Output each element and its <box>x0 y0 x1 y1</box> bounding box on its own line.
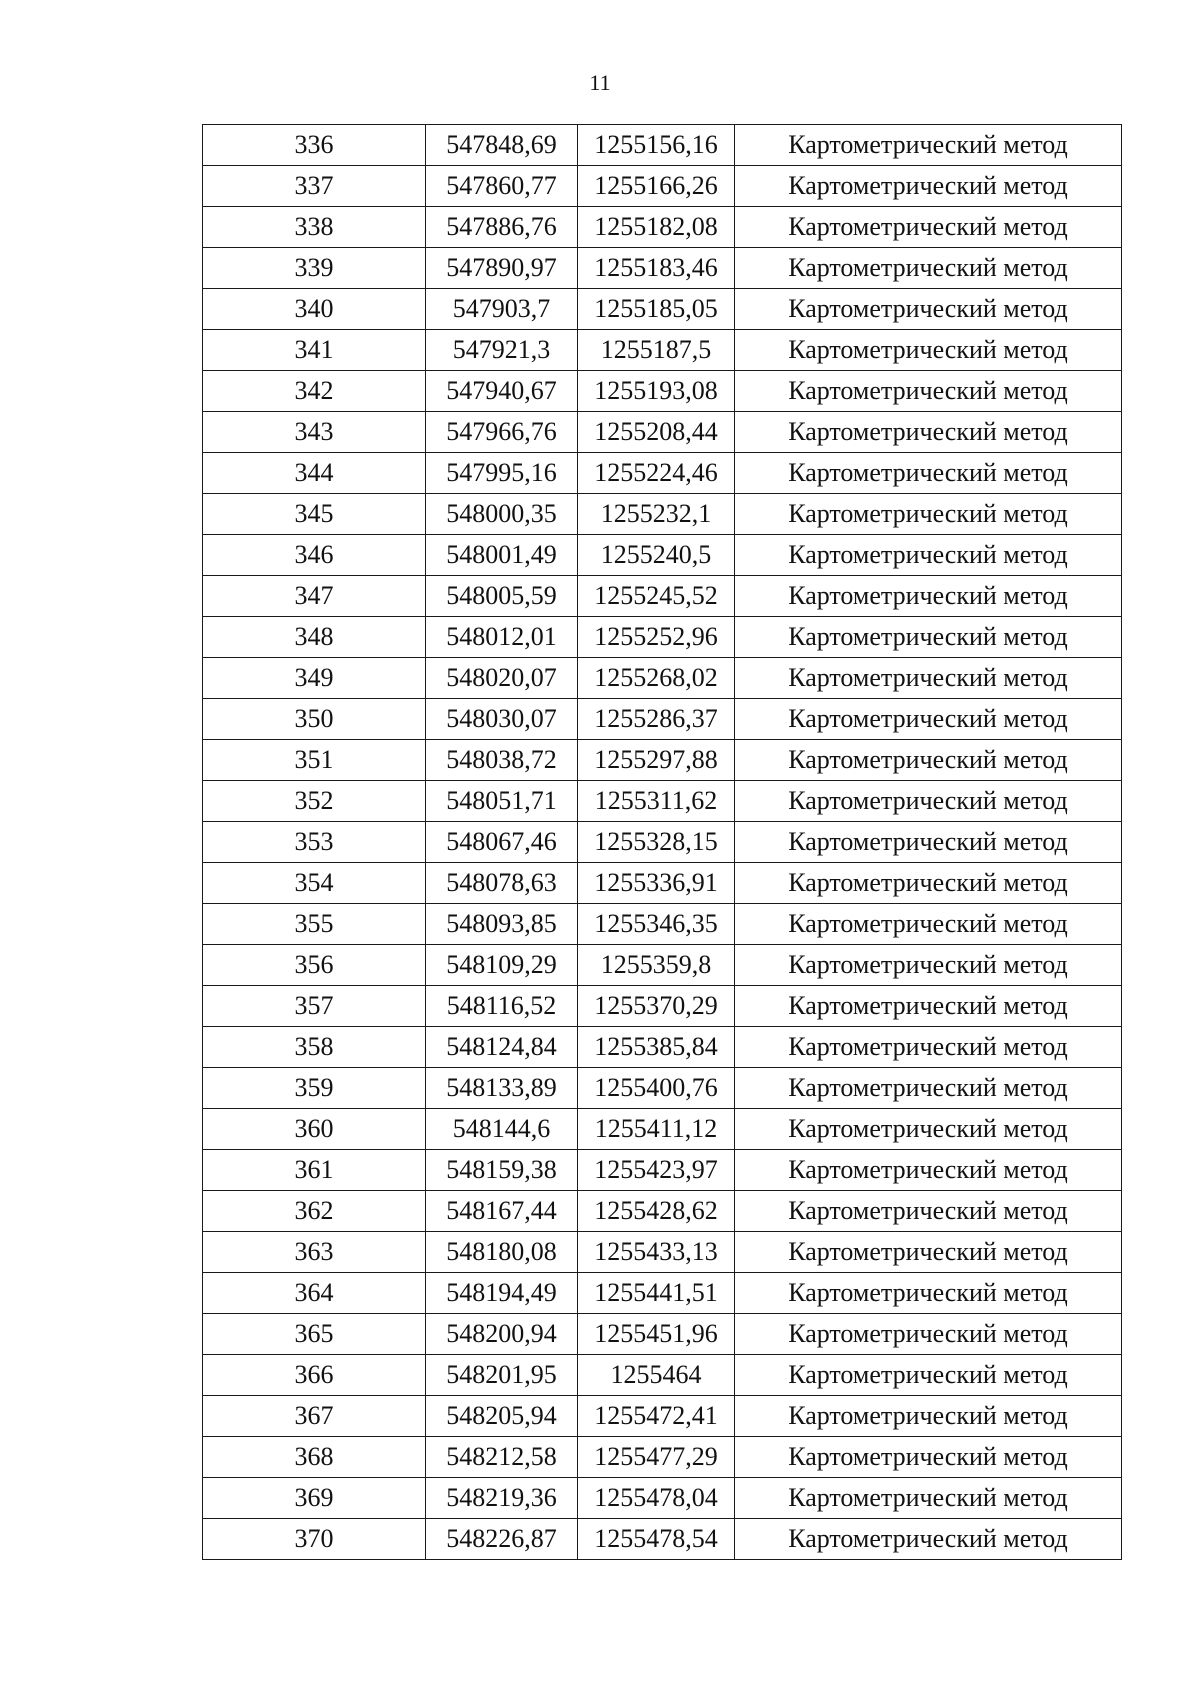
y-coordinate-cell: 1255286,37 <box>578 699 735 740</box>
method-cell: Картометрический метод <box>735 1273 1122 1314</box>
x-coordinate-cell: 547890,97 <box>426 248 578 289</box>
y-coordinate-cell: 1255441,51 <box>578 1273 735 1314</box>
point-number-cell: 354 <box>203 863 426 904</box>
x-coordinate-cell: 547860,77 <box>426 166 578 207</box>
x-coordinate-cell: 548093,85 <box>426 904 578 945</box>
table-row <box>203 494 1122 535</box>
y-coordinate-cell: 1255311,62 <box>578 781 735 822</box>
method-cell: Картометрический метод <box>735 986 1122 1027</box>
method-cell: Картометрический метод <box>735 658 1122 699</box>
point-number-cell: 353 <box>203 822 426 863</box>
y-coordinate-cell: 1255232,1 <box>578 494 735 535</box>
method-cell: Картометрический метод <box>735 617 1122 658</box>
method-cell: Картометрический метод <box>735 1355 1122 1396</box>
point-number-cell: 369 <box>203 1478 426 1519</box>
method-cell: Картометрический метод <box>735 1191 1122 1232</box>
table-row <box>203 1314 1122 1355</box>
method-cell: Картометрический метод <box>735 330 1122 371</box>
point-number-cell: 367 <box>203 1396 426 1437</box>
method-cell: Картометрический метод <box>735 453 1122 494</box>
method-cell: Картометрический метод <box>735 904 1122 945</box>
table-row <box>203 1232 1122 1273</box>
x-coordinate-cell: 548167,44 <box>426 1191 578 1232</box>
y-coordinate-cell: 1255185,05 <box>578 289 735 330</box>
y-coordinate-cell: 1255411,12 <box>578 1109 735 1150</box>
table-row <box>203 535 1122 576</box>
x-coordinate-cell: 548030,07 <box>426 699 578 740</box>
table-row <box>203 617 1122 658</box>
x-coordinate-cell: 548212,58 <box>426 1437 578 1478</box>
point-number-cell: 362 <box>203 1191 426 1232</box>
x-coordinate-cell: 548020,07 <box>426 658 578 699</box>
method-cell: Картометрический метод <box>735 781 1122 822</box>
x-coordinate-cell: 547848,69 <box>426 125 578 166</box>
x-coordinate-cell: 548005,59 <box>426 576 578 617</box>
table-row <box>203 658 1122 699</box>
x-coordinate-cell: 547903,7 <box>426 289 578 330</box>
point-number-cell: 355 <box>203 904 426 945</box>
method-cell: Картометрический метод <box>735 289 1122 330</box>
point-number-cell: 351 <box>203 740 426 781</box>
table-row <box>203 125 1122 166</box>
table-row <box>203 1150 1122 1191</box>
point-number-cell: 352 <box>203 781 426 822</box>
y-coordinate-cell: 1255400,76 <box>578 1068 735 1109</box>
y-coordinate-cell: 1255187,5 <box>578 330 735 371</box>
point-number-cell: 349 <box>203 658 426 699</box>
method-cell: Картометрический метод <box>735 576 1122 617</box>
y-coordinate-cell: 1255156,16 <box>578 125 735 166</box>
x-coordinate-cell: 547921,3 <box>426 330 578 371</box>
table-row <box>203 1068 1122 1109</box>
table-row <box>203 166 1122 207</box>
x-coordinate-cell: 548180,08 <box>426 1232 578 1273</box>
table-row <box>203 822 1122 863</box>
point-number-cell: 368 <box>203 1437 426 1478</box>
x-coordinate-cell: 547940,67 <box>426 371 578 412</box>
method-cell: Картометрический метод <box>735 863 1122 904</box>
x-coordinate-cell: 548116,52 <box>426 986 578 1027</box>
table-row <box>203 207 1122 248</box>
x-coordinate-cell: 548200,94 <box>426 1314 578 1355</box>
y-coordinate-cell: 1255193,08 <box>578 371 735 412</box>
point-number-cell: 357 <box>203 986 426 1027</box>
method-cell: Картометрический метод <box>735 1027 1122 1068</box>
point-number-cell: 366 <box>203 1355 426 1396</box>
x-coordinate-cell: 548226,87 <box>426 1519 578 1560</box>
point-number-cell: 364 <box>203 1273 426 1314</box>
x-coordinate-cell: 548012,01 <box>426 617 578 658</box>
y-coordinate-cell: 1255245,52 <box>578 576 735 617</box>
point-number-cell: 356 <box>203 945 426 986</box>
point-number-cell: 365 <box>203 1314 426 1355</box>
method-cell: Картометрический метод <box>735 1150 1122 1191</box>
x-coordinate-cell: 547966,76 <box>426 412 578 453</box>
x-coordinate-cell: 548109,29 <box>426 945 578 986</box>
point-number-cell: 339 <box>203 248 426 289</box>
method-cell: Картометрический метод <box>735 1314 1122 1355</box>
y-coordinate-cell: 1255472,41 <box>578 1396 735 1437</box>
y-coordinate-cell: 1255359,8 <box>578 945 735 986</box>
table-row <box>203 1519 1122 1560</box>
y-coordinate-cell: 1255478,54 <box>578 1519 735 1560</box>
y-coordinate-cell: 1255224,46 <box>578 453 735 494</box>
point-number-cell: 370 <box>203 1519 426 1560</box>
point-number-cell: 338 <box>203 207 426 248</box>
point-number-cell: 342 <box>203 371 426 412</box>
table-row <box>203 945 1122 986</box>
table-row <box>203 740 1122 781</box>
table-row <box>203 1478 1122 1519</box>
y-coordinate-cell: 1255464 <box>578 1355 735 1396</box>
table-row <box>203 248 1122 289</box>
point-number-cell: 345 <box>203 494 426 535</box>
table-row <box>203 1273 1122 1314</box>
point-number-cell: 346 <box>203 535 426 576</box>
x-coordinate-cell: 548000,35 <box>426 494 578 535</box>
table-row <box>203 576 1122 617</box>
table-row <box>203 699 1122 740</box>
method-cell: Картометрический метод <box>735 207 1122 248</box>
coordinates-table-body <box>203 125 1122 1560</box>
table-row <box>203 1109 1122 1150</box>
point-number-cell: 358 <box>203 1027 426 1068</box>
table-row <box>203 412 1122 453</box>
method-cell: Картометрический метод <box>735 494 1122 535</box>
method-cell: Картометрический метод <box>735 412 1122 453</box>
table-row <box>203 1437 1122 1478</box>
method-cell: Картометрический метод <box>735 699 1122 740</box>
point-number-cell: 348 <box>203 617 426 658</box>
y-coordinate-cell: 1255240,5 <box>578 535 735 576</box>
coordinates-table <box>202 124 1122 1560</box>
y-coordinate-cell: 1255370,29 <box>578 986 735 1027</box>
y-coordinate-cell: 1255346,35 <box>578 904 735 945</box>
point-number-cell: 361 <box>203 1150 426 1191</box>
point-number-cell: 360 <box>203 1109 426 1150</box>
method-cell: Картометрический метод <box>735 740 1122 781</box>
method-cell: Картометрический метод <box>735 1109 1122 1150</box>
method-cell: Картометрический метод <box>735 166 1122 207</box>
table-row <box>203 781 1122 822</box>
method-cell: Картометрический метод <box>735 822 1122 863</box>
y-coordinate-cell: 1255297,88 <box>578 740 735 781</box>
x-coordinate-cell: 547886,76 <box>426 207 578 248</box>
y-coordinate-cell: 1255183,46 <box>578 248 735 289</box>
y-coordinate-cell: 1255478,04 <box>578 1478 735 1519</box>
x-coordinate-cell: 548159,38 <box>426 1150 578 1191</box>
x-coordinate-cell: 548133,89 <box>426 1068 578 1109</box>
y-coordinate-cell: 1255336,91 <box>578 863 735 904</box>
method-cell: Картометрический метод <box>735 248 1122 289</box>
point-number-cell: 340 <box>203 289 426 330</box>
table-row <box>203 986 1122 1027</box>
table-row <box>203 371 1122 412</box>
point-number-cell: 336 <box>203 125 426 166</box>
x-coordinate-cell: 548067,46 <box>426 822 578 863</box>
method-cell: Картометрический метод <box>735 1232 1122 1273</box>
table-row <box>203 330 1122 371</box>
point-number-cell: 337 <box>203 166 426 207</box>
y-coordinate-cell: 1255182,08 <box>578 207 735 248</box>
method-cell: Картометрический метод <box>735 371 1122 412</box>
table-row <box>203 1027 1122 1068</box>
x-coordinate-cell: 548124,84 <box>426 1027 578 1068</box>
table-row <box>203 1355 1122 1396</box>
y-coordinate-cell: 1255428,62 <box>578 1191 735 1232</box>
table-row <box>203 904 1122 945</box>
table-row <box>203 453 1122 494</box>
method-cell: Картометрический метод <box>735 125 1122 166</box>
x-coordinate-cell: 548038,72 <box>426 740 578 781</box>
page-number: 11 <box>589 70 611 95</box>
point-number-cell: 359 <box>203 1068 426 1109</box>
x-coordinate-cell: 548205,94 <box>426 1396 578 1437</box>
table-row <box>203 1191 1122 1232</box>
method-cell: Картометрический метод <box>735 945 1122 986</box>
method-cell: Картометрический метод <box>735 1519 1122 1560</box>
y-coordinate-cell: 1255385,84 <box>578 1027 735 1068</box>
x-coordinate-cell: 547995,16 <box>426 453 578 494</box>
point-number-cell: 347 <box>203 576 426 617</box>
point-number-cell: 341 <box>203 330 426 371</box>
point-number-cell: 363 <box>203 1232 426 1273</box>
point-number-cell: 350 <box>203 699 426 740</box>
y-coordinate-cell: 1255252,96 <box>578 617 735 658</box>
method-cell: Картометрический метод <box>735 535 1122 576</box>
x-coordinate-cell: 548144,6 <box>426 1109 578 1150</box>
x-coordinate-cell: 548051,71 <box>426 781 578 822</box>
y-coordinate-cell: 1255477,29 <box>578 1437 735 1478</box>
x-coordinate-cell: 548001,49 <box>426 535 578 576</box>
x-coordinate-cell: 548078,63 <box>426 863 578 904</box>
point-number-cell: 344 <box>203 453 426 494</box>
y-coordinate-cell: 1255208,44 <box>578 412 735 453</box>
method-cell: Картометрический метод <box>735 1478 1122 1519</box>
y-coordinate-cell: 1255451,96 <box>578 1314 735 1355</box>
y-coordinate-cell: 1255423,97 <box>578 1150 735 1191</box>
x-coordinate-cell: 548201,95 <box>426 1355 578 1396</box>
point-number-cell: 343 <box>203 412 426 453</box>
y-coordinate-cell: 1255433,13 <box>578 1232 735 1273</box>
table-row <box>203 1396 1122 1437</box>
y-coordinate-cell: 1255328,15 <box>578 822 735 863</box>
method-cell: Картометрический метод <box>735 1437 1122 1478</box>
table-row <box>203 863 1122 904</box>
y-coordinate-cell: 1255166,26 <box>578 166 735 207</box>
y-coordinate-cell: 1255268,02 <box>578 658 735 699</box>
method-cell: Картометрический метод <box>735 1396 1122 1437</box>
x-coordinate-cell: 548219,36 <box>426 1478 578 1519</box>
method-cell: Картометрический метод <box>735 1068 1122 1109</box>
x-coordinate-cell: 548194,49 <box>426 1273 578 1314</box>
table-row <box>203 289 1122 330</box>
